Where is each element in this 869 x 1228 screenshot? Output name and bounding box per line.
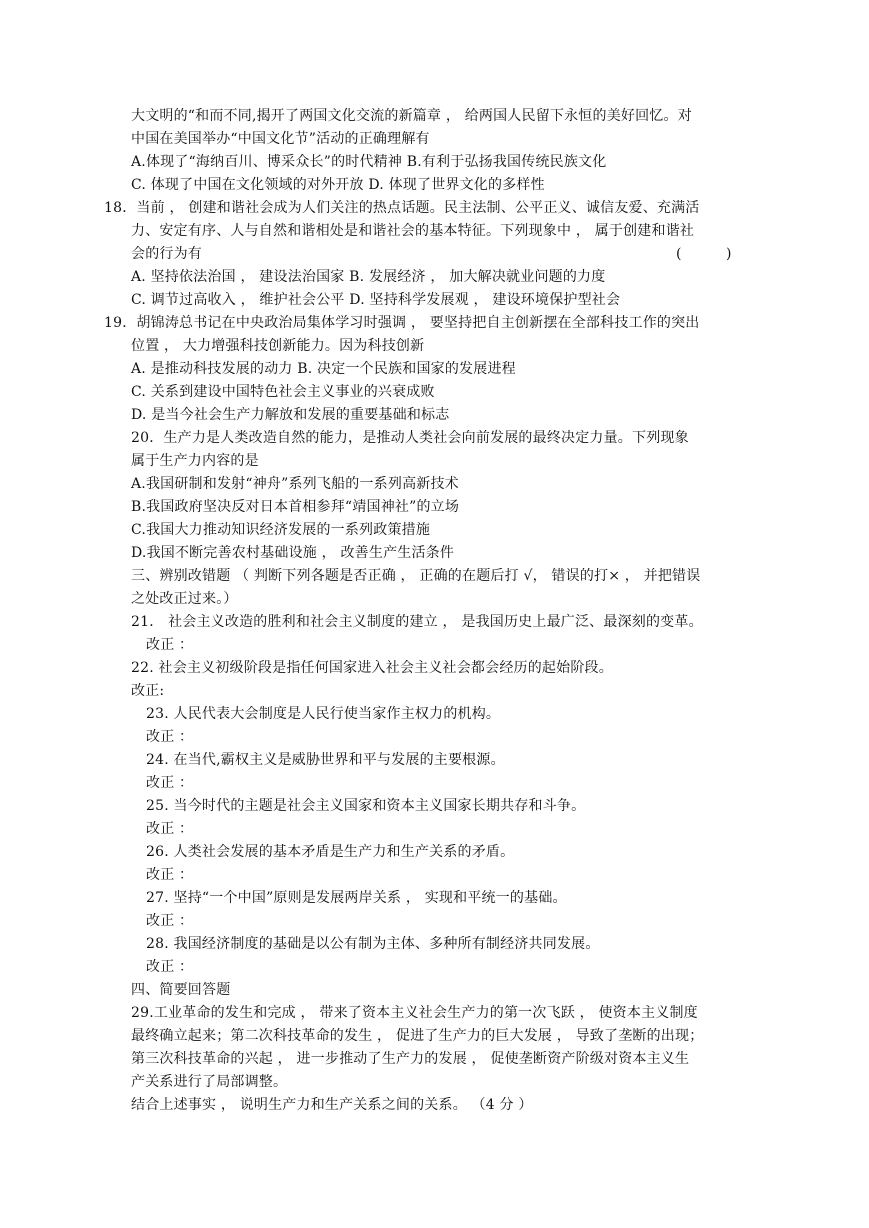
q20-line-2: 属于生产力内容的是 [131, 453, 259, 469]
section-3-heading-cont: 之处改正过来。） [131, 591, 238, 607]
q20-option-b: B.我国政府坚决反对日本首相参拜“靖国神社”的立场 [131, 499, 460, 515]
section-4-heading: 四、简要回答题 [131, 982, 231, 998]
q17-line-1: 大文明的“和而不同,揭开了两国文化交流的新篇章 ， 给两国人民留下永恒的美好回忆。对 [131, 108, 692, 124]
q19-option-d: D. 是当今社会生产力解放和发展的重要基础和标志 [131, 407, 450, 423]
q17-option-ab: A.体现了“海纳百川、博采众长”的时代精神 B.有利于弘扬我国传统民族文化 [131, 154, 607, 170]
q20-line-1: 20．生产力是人类改造自然的能力，是推动人类社会向前发展的最终决定力量。下列现象 [131, 430, 689, 446]
q19-option-c: C. 关系到建设中国特色社会主义事业的兴衰成败 [131, 384, 435, 400]
q18-line-1: 18．当前 ， 创建和谐社会成为人们关注的热点话题。民主法制、公平正义、诚信友爱、充满活 [104, 200, 700, 216]
q23-statement: 23. 人民代表大会制度是人民行使当家作主权力的机构。 [146, 706, 501, 722]
q17-option-cd: C. 体现了中国在文化领域的对外开放 D. 体现了世界文化的多样性 [131, 177, 545, 193]
q29-line-3: 第三次科技革命的兴起 ， 进一步推动了生产力的发展 ， 促使垄断资产阶级对资本主义生 [131, 1051, 690, 1067]
q21-correction-label: 改正 ： [146, 637, 194, 653]
q18-option-cd: C. 调节过高收入 ， 维护社会公平 D. 坚持科学发展观 ， 建设环境保护型社会 [131, 292, 621, 308]
section-3-heading: 三、辨别改错题 （ 判断下列各题是否正确 ， 正确的在题后打 √， 错误的打× ， 并把错误 [131, 568, 701, 584]
q22-correction-label: 改正: [131, 683, 165, 699]
q28-correction-label: 改正 ： [146, 959, 194, 975]
q20-option-a: A.我国研制和发射“神舟”系列飞船的一系列高新技术 [131, 476, 459, 492]
q29-question: 结合上述事实 ， 说明生产力和生产关系之间的关系。 （4 分 ） [131, 1097, 533, 1113]
q29-line-2: 最终确立起来；第二次科技革命的发生 ， 促进了生产力的巨大发展 ， 导致了垄断的出现； [131, 1028, 704, 1044]
q20-option-c: C.我国大力推动知识经济发展的一系列政策措施 [131, 522, 431, 538]
q19-line-2: 位置 ， 大力增强科技创新能力。因为科技创新 [131, 338, 425, 354]
q29-line-1: 29.工业革命的发生和完成 ， 带来了资本主义社会生产力的第一次飞跃 ， 使资本主义制度 [131, 1005, 698, 1021]
q17-line-2: 中国在美国举办“中国文化节”活动的正确理解有 [131, 131, 430, 147]
q25-correction-label: 改正 ： [146, 821, 194, 837]
q24-correction-label: 改正 ： [146, 775, 194, 791]
q20-option-d: D.我国不断完善农村基础设施 ， 改善生产生活条件 [131, 545, 455, 561]
q21-statement: 21． 社会主义改造的胜利和社会主义制度的建立 ， 是我国历史上最广泛、最深刻的变革。 [131, 614, 703, 630]
q19-option-ab: A. 是推动科技发展的动力 B. 决定一个民族和国家的发展进程 [131, 361, 516, 377]
q28-statement: 28. 我国经济制度的基础是以公有制为主体、多种所有制经济共同发展。 [146, 936, 600, 952]
q29-line-4: 产关系进行了局部调整。 [131, 1074, 288, 1090]
q22-statement: 22. 社会主义初级阶段是指任何国家进入社会主义社会都会经历的起始阶段。 [131, 660, 613, 676]
q26-correction-label: 改正 ： [146, 867, 194, 883]
q19-line-1: 19．胡锦涛总书记在中央政治局集体学习时强调 ， 要坚持把自主创新摆在全部科技工作的突出 [104, 315, 700, 331]
q27-correction-label: 改正 ： [146, 913, 194, 929]
q18-line-3: 会的行为有 [131, 246, 202, 262]
q18-line-2: 力、安定有序、人与自然和谐相处是和谐社会的基本特征。下列现象中 ， 属于创建和谐社 [131, 223, 695, 239]
q25-statement: 25. 当今时代的主题是社会主义国家和资本主义国家长期共存和斗争。 [146, 798, 586, 814]
q27-statement: 27. 坚持“一个中国”原则是发展两岸关系 ， 实现和平统一的基础。 [146, 890, 567, 906]
answer-parentheses: ( ) [676, 246, 732, 262]
q24-statement: 24. 在当代,霸权主义是威胁世界和平与发展的主要根源。 [146, 752, 505, 768]
q18-option-ab: A. 坚持依法治国 ， 建设法治国家 B. 发展经济 ， 加大解决就业问题的力度 [131, 269, 606, 285]
q26-statement: 26. 人类社会发展的基本矛盾是生产力和生产关系的矛盾。 [146, 844, 515, 860]
q23-correction-label: 改正 ： [146, 729, 194, 745]
